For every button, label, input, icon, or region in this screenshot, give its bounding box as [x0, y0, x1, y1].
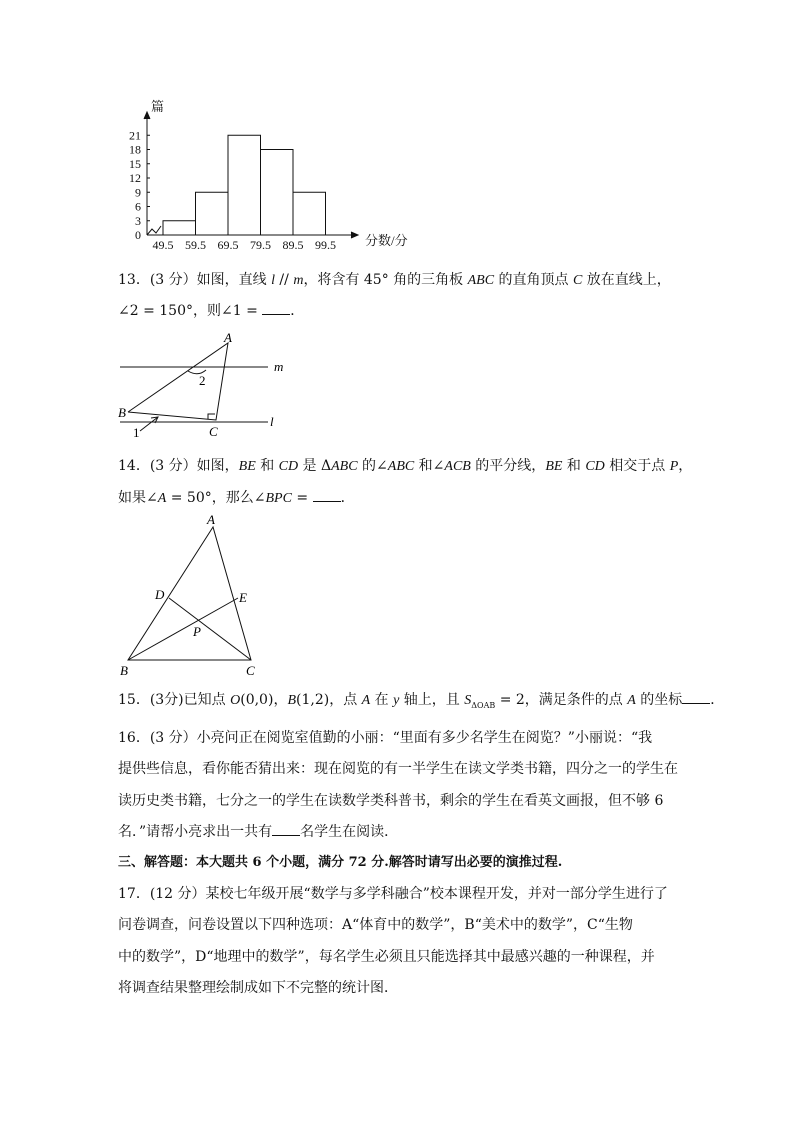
y-tick-label: 12 — [129, 171, 141, 185]
x-tick-label: 79.5 — [250, 238, 271, 252]
segment-cd — [169, 598, 251, 660]
q13-line-2: ∠2 = 150°，则∠1 = ． — [118, 303, 305, 319]
q14-label-b: B — [120, 663, 128, 678]
q13-label-1: 1 — [133, 425, 140, 440]
q13-label-b: B — [118, 405, 126, 420]
q17-line-2: 问卷调查，问卷设置以下四种选项：A“体育中的数学”，B“美术中的数学”，C“生物 — [118, 917, 633, 933]
q17-line-4: 将调查结果整理绘制成如下不完整的统计图． — [118, 980, 398, 996]
y-tick-label: 15 — [129, 156, 141, 171]
q13-label-a: A — [224, 330, 232, 345]
q16-line-1: 16．(3 分）小亮问正在阅览室值勤的小丽：“里面有多少名学生在阅览？”小丽说：“我 — [118, 730, 653, 746]
x-tick-label: 99.5 — [315, 238, 336, 252]
q17-line-1: 17．(12 分）某校七年级开展“数学与多学科融合”校本课程开发，并对一部分学生进行了 — [118, 886, 668, 902]
histogram-bar — [163, 221, 196, 235]
segment-be — [128, 598, 238, 660]
q16-line-2: 提供些信息，看你能否猜出来：现在阅览的有一半学生在读文学类书籍，四分之一的学生在 — [118, 761, 678, 777]
x-tick-label: 59.5 — [185, 238, 206, 252]
q14-answer-blank[interactable] — [313, 488, 341, 502]
q14-label-c: C — [246, 663, 255, 678]
q13-answer-blank[interactable] — [262, 301, 290, 315]
histogram-bar — [196, 192, 229, 235]
q14-label-p: P — [193, 624, 201, 639]
x-tick-label: 69.5 — [217, 238, 239, 252]
x-axis-arrow — [351, 232, 358, 238]
x-axis-title: 分数/分 — [365, 233, 408, 248]
y-tick-label: 3 — [135, 213, 141, 228]
q16-line-3: 读历史类书籍，七分之一的学生在读数学类科普书，剩余的学生在看英文画报，但不够 6 — [118, 793, 664, 809]
right-angle-mark — [208, 414, 215, 419]
q17-line-3: 中的数学”，D“地理中的数学”，每名学生必须且只能选择其中最感兴趣的一种课程，并 — [118, 949, 655, 965]
q13-figure — [110, 330, 300, 445]
q16-line-4: 名．”请帮小亮求出一共有 名学生在阅读． — [118, 824, 399, 840]
y-tick-label: 6 — [135, 199, 141, 214]
q14-figure — [115, 510, 265, 680]
histogram-bar — [293, 192, 326, 235]
q13-label-l: l — [270, 414, 274, 429]
section-3-title: 三、解答题：本大题共 6 个小题，满分 72 分.解答时请写出必要的演推过程. — [118, 855, 563, 870]
x-tick-label: 89.5 — [282, 238, 304, 252]
q14-label-a: A — [207, 512, 215, 527]
histogram-chart — [110, 95, 430, 260]
histogram-bar — [261, 150, 294, 236]
q15-line: 15．(3分)已知点 O(0,0)，B(1,2)，点 A 在 y 轴上，且 $S_{\Delta OAB} = 2$，满足条件的点 A 的坐标 ． — [118, 692, 725, 710]
y-tick-label: 0 — [135, 228, 141, 242]
y-tick-label: 21 — [129, 128, 141, 143]
axis-break-mark — [147, 226, 161, 235]
q15-answer-blank[interactable] — [682, 690, 710, 704]
q14-label-e: E — [239, 590, 247, 605]
triangle-abc — [128, 343, 228, 420]
angle-1-arrow — [140, 417, 158, 431]
q14-label-d: D — [155, 587, 165, 602]
q13-label-m: m — [274, 359, 284, 374]
q14-line-1: 14．(3 分）如图，BE 和 CD 是 ΔABC 的∠ABC 和∠ACB 的平分线，BE 和 CD 相交于点 P， — [118, 458, 693, 474]
q16-answer-blank[interactable] — [272, 822, 300, 836]
y-tick-label: 9 — [135, 185, 141, 200]
q13-label-c: C — [209, 424, 218, 439]
triangle-abc-14 — [128, 527, 251, 660]
x-tick-label: 49.5 — [152, 238, 174, 252]
y-axis-arrow — [144, 112, 150, 119]
y-axis-title: 篇 — [151, 99, 165, 114]
q14-line-2: 如果∠A = 50°，那么∠BPC = ． — [118, 490, 355, 506]
q13-label-2: 2 — [199, 373, 206, 388]
histogram-bar — [228, 135, 261, 235]
q13-line-1: 13．(3 分）如图，直线 l // m，将含有 45° 角的三角板 ABC 的直角顶点 C 放在直线上， — [118, 272, 671, 288]
y-tick-label: 18 — [129, 142, 141, 157]
